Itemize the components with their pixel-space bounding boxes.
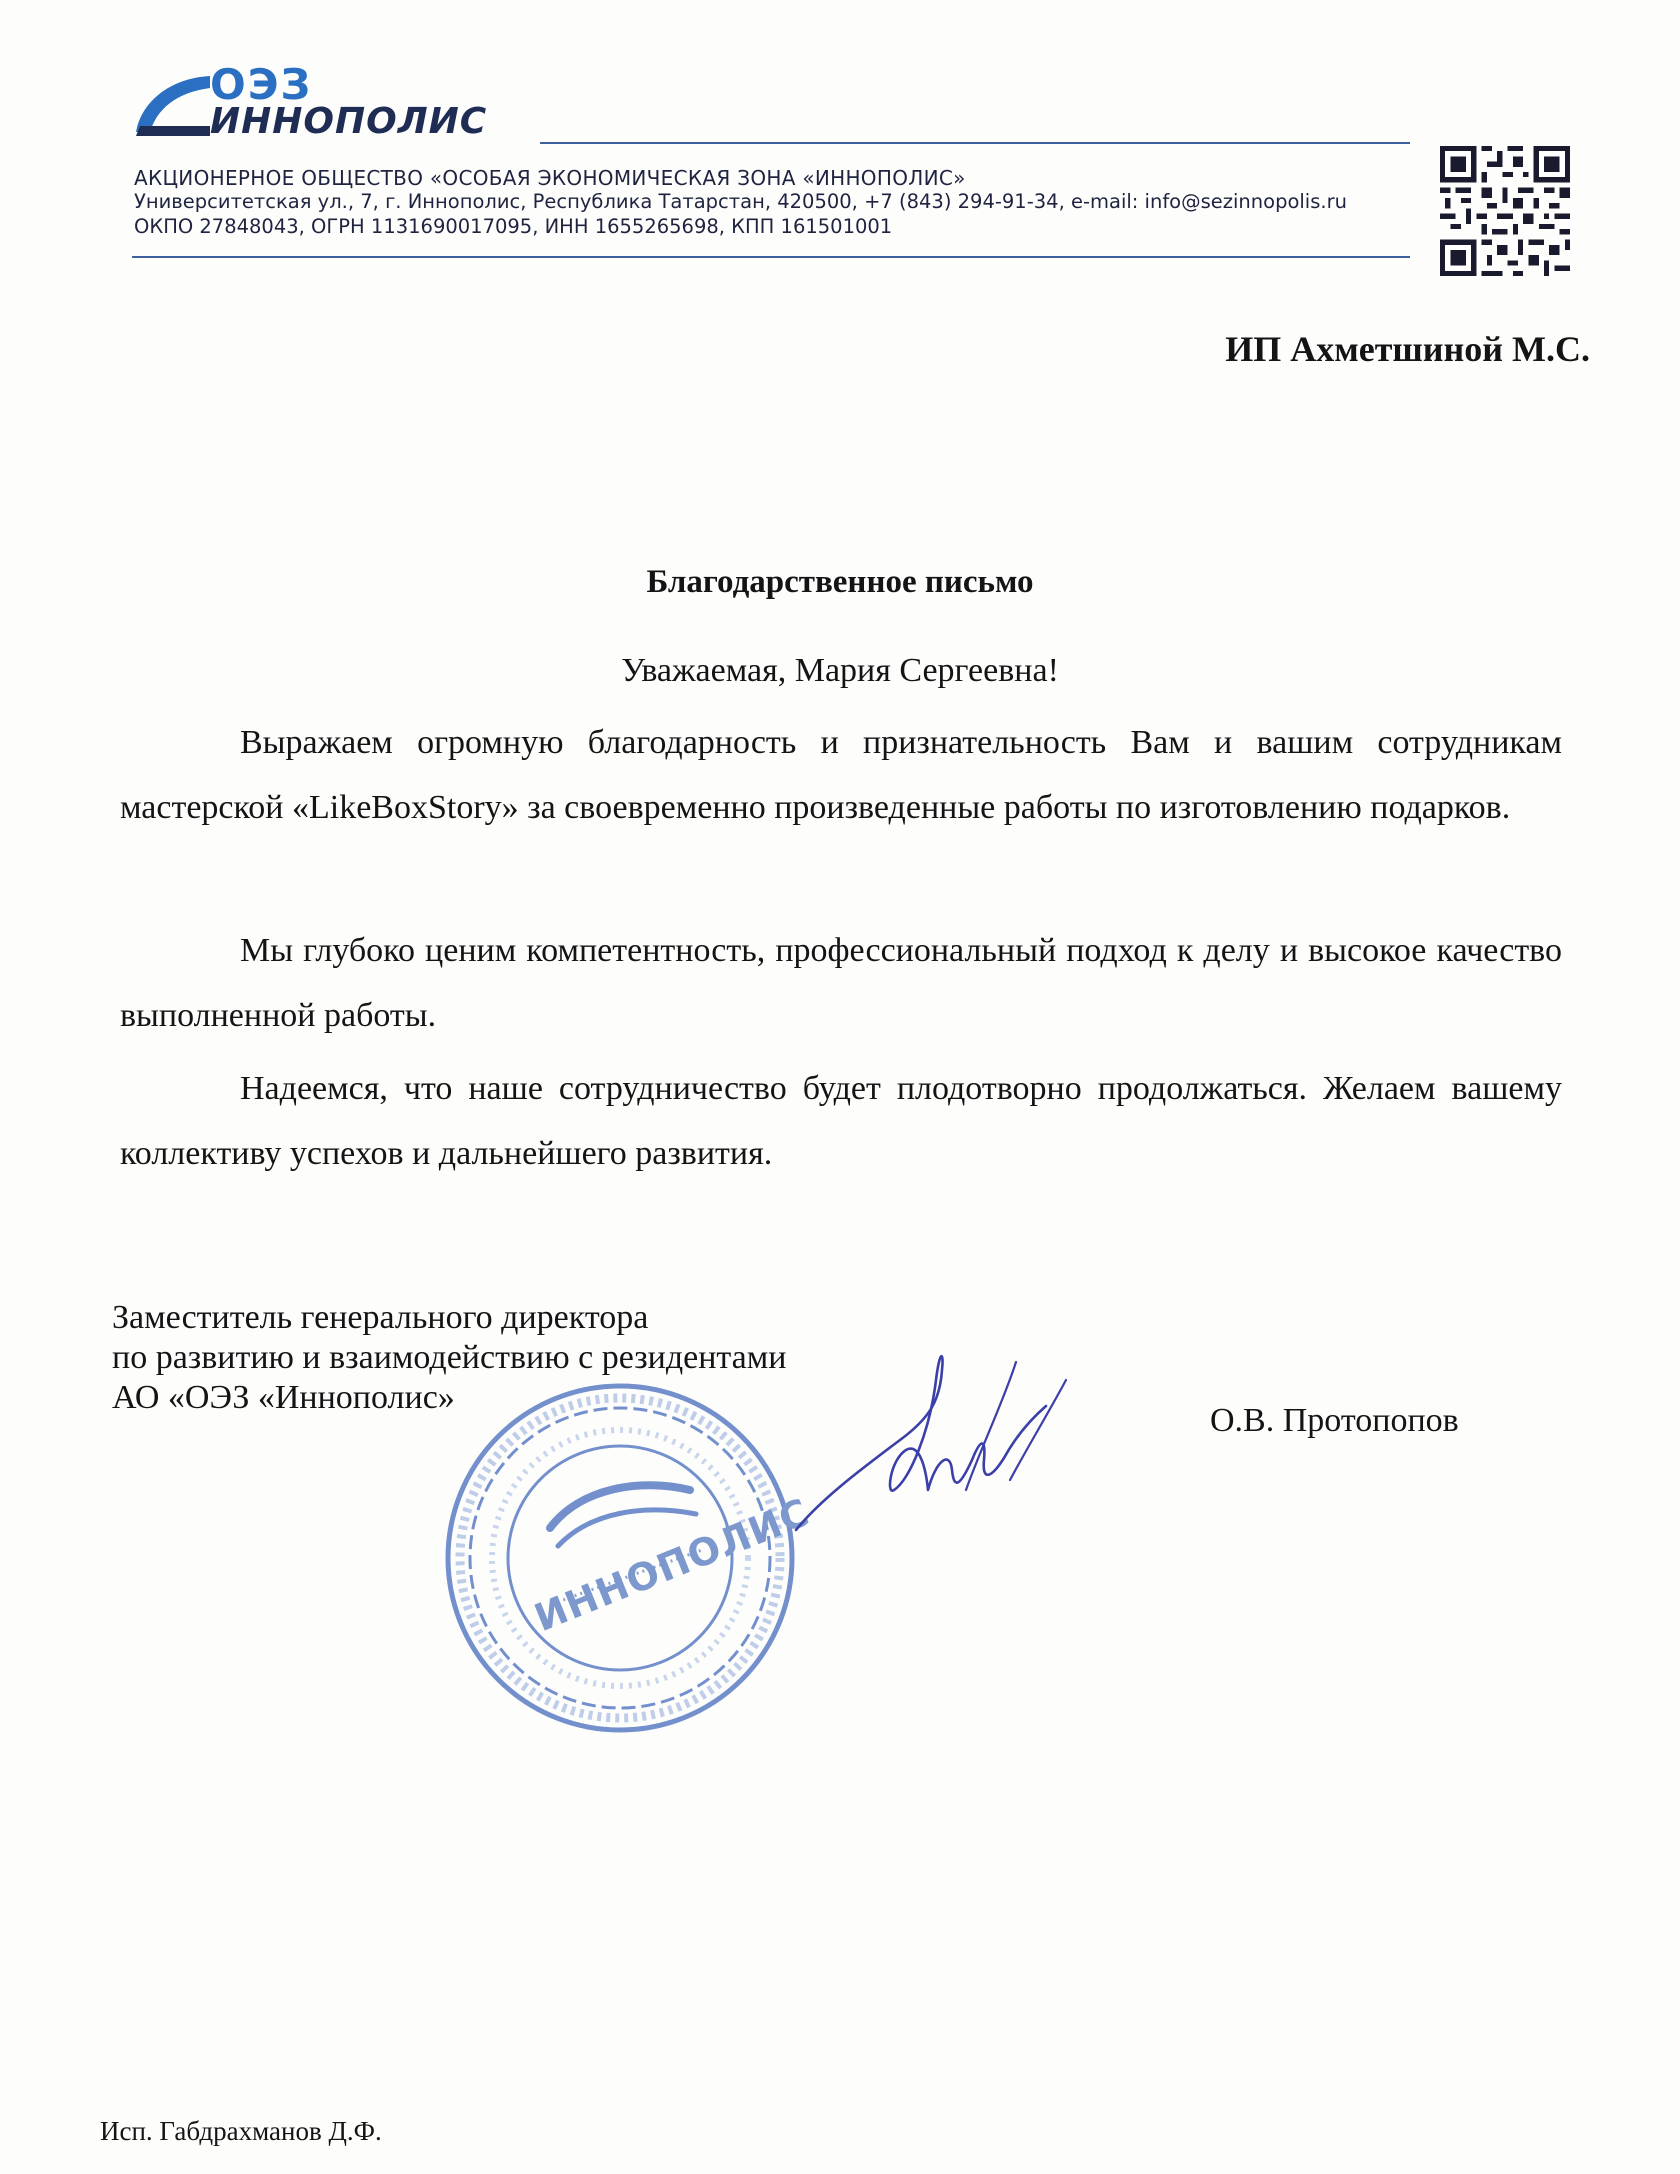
official-stamp [440,1378,816,1738]
paragraph-2: Мы глубоко ценим компетентность, профессиональный подход к делу и высокое качество выполненной работы. [120,932,1562,1034]
company-logo [132,60,512,150]
paragraph-1: Выражаем огромную благодарность и признательность Вам и вашим сотрудникам мастерской «LikeBoxStory» за своевременно произведенные работы по изготовлению подарков. [120,724,1562,826]
signatory-position-line-1: Заместитель генерального директора [112,1299,649,1336]
logo-swoosh-icon [132,70,212,140]
salutation: Уважаемая, Мария Сергеевна! [621,652,1059,689]
logo-text-bottom: ИННОПОЛИС [210,101,488,142]
signatory-name: О.В. Протопопов [1210,1402,1459,1439]
company-address: Университетская ул., 7, г. Иннополис, Республика Татарстан, 420500, +7 (843) 294-91-34, e-mail: info@sezinnopolis.ru [134,190,1347,213]
qr-code-icon [1440,146,1570,276]
company-requisites: ОКПО 27848043, ОГРН 1131690017095, ИНН 1655265698, КПП 161501001 [134,215,893,238]
header-rule-top [540,142,1410,144]
company-name: АКЦИОНЕРНОЕ ОБЩЕСТВО «ОСОБАЯ ЭКОНОМИЧЕСКАЯ ЗОНА «ИННОПОЛИС» [134,166,966,190]
signatory-position-line-2: по развитию и взаимодействию с резидентами [112,1339,787,1376]
letter-title: Благодарственное письмо [646,564,1034,600]
header-rule-bottom [132,256,1410,258]
signatory-position-line-3: АО «ОЭЗ «Иннополис» [112,1379,455,1416]
stamp-center-text: ИННОПОЛИС [528,1489,816,1641]
handwritten-signature-icon [790,1340,1120,1540]
executor-note: Исп. Габдрахманов Д.Ф. [100,2116,382,2146]
paragraph-3: Надеемся, что наше сотрудничество будет плодотворно продолжаться. Желаем вашему коллективу успехов и дальнейшего развития. [120,1070,1562,1172]
logo-text-top: ОЭЗ [210,60,313,109]
recipient: ИП Ахметшиной М.С. [1225,329,1590,369]
